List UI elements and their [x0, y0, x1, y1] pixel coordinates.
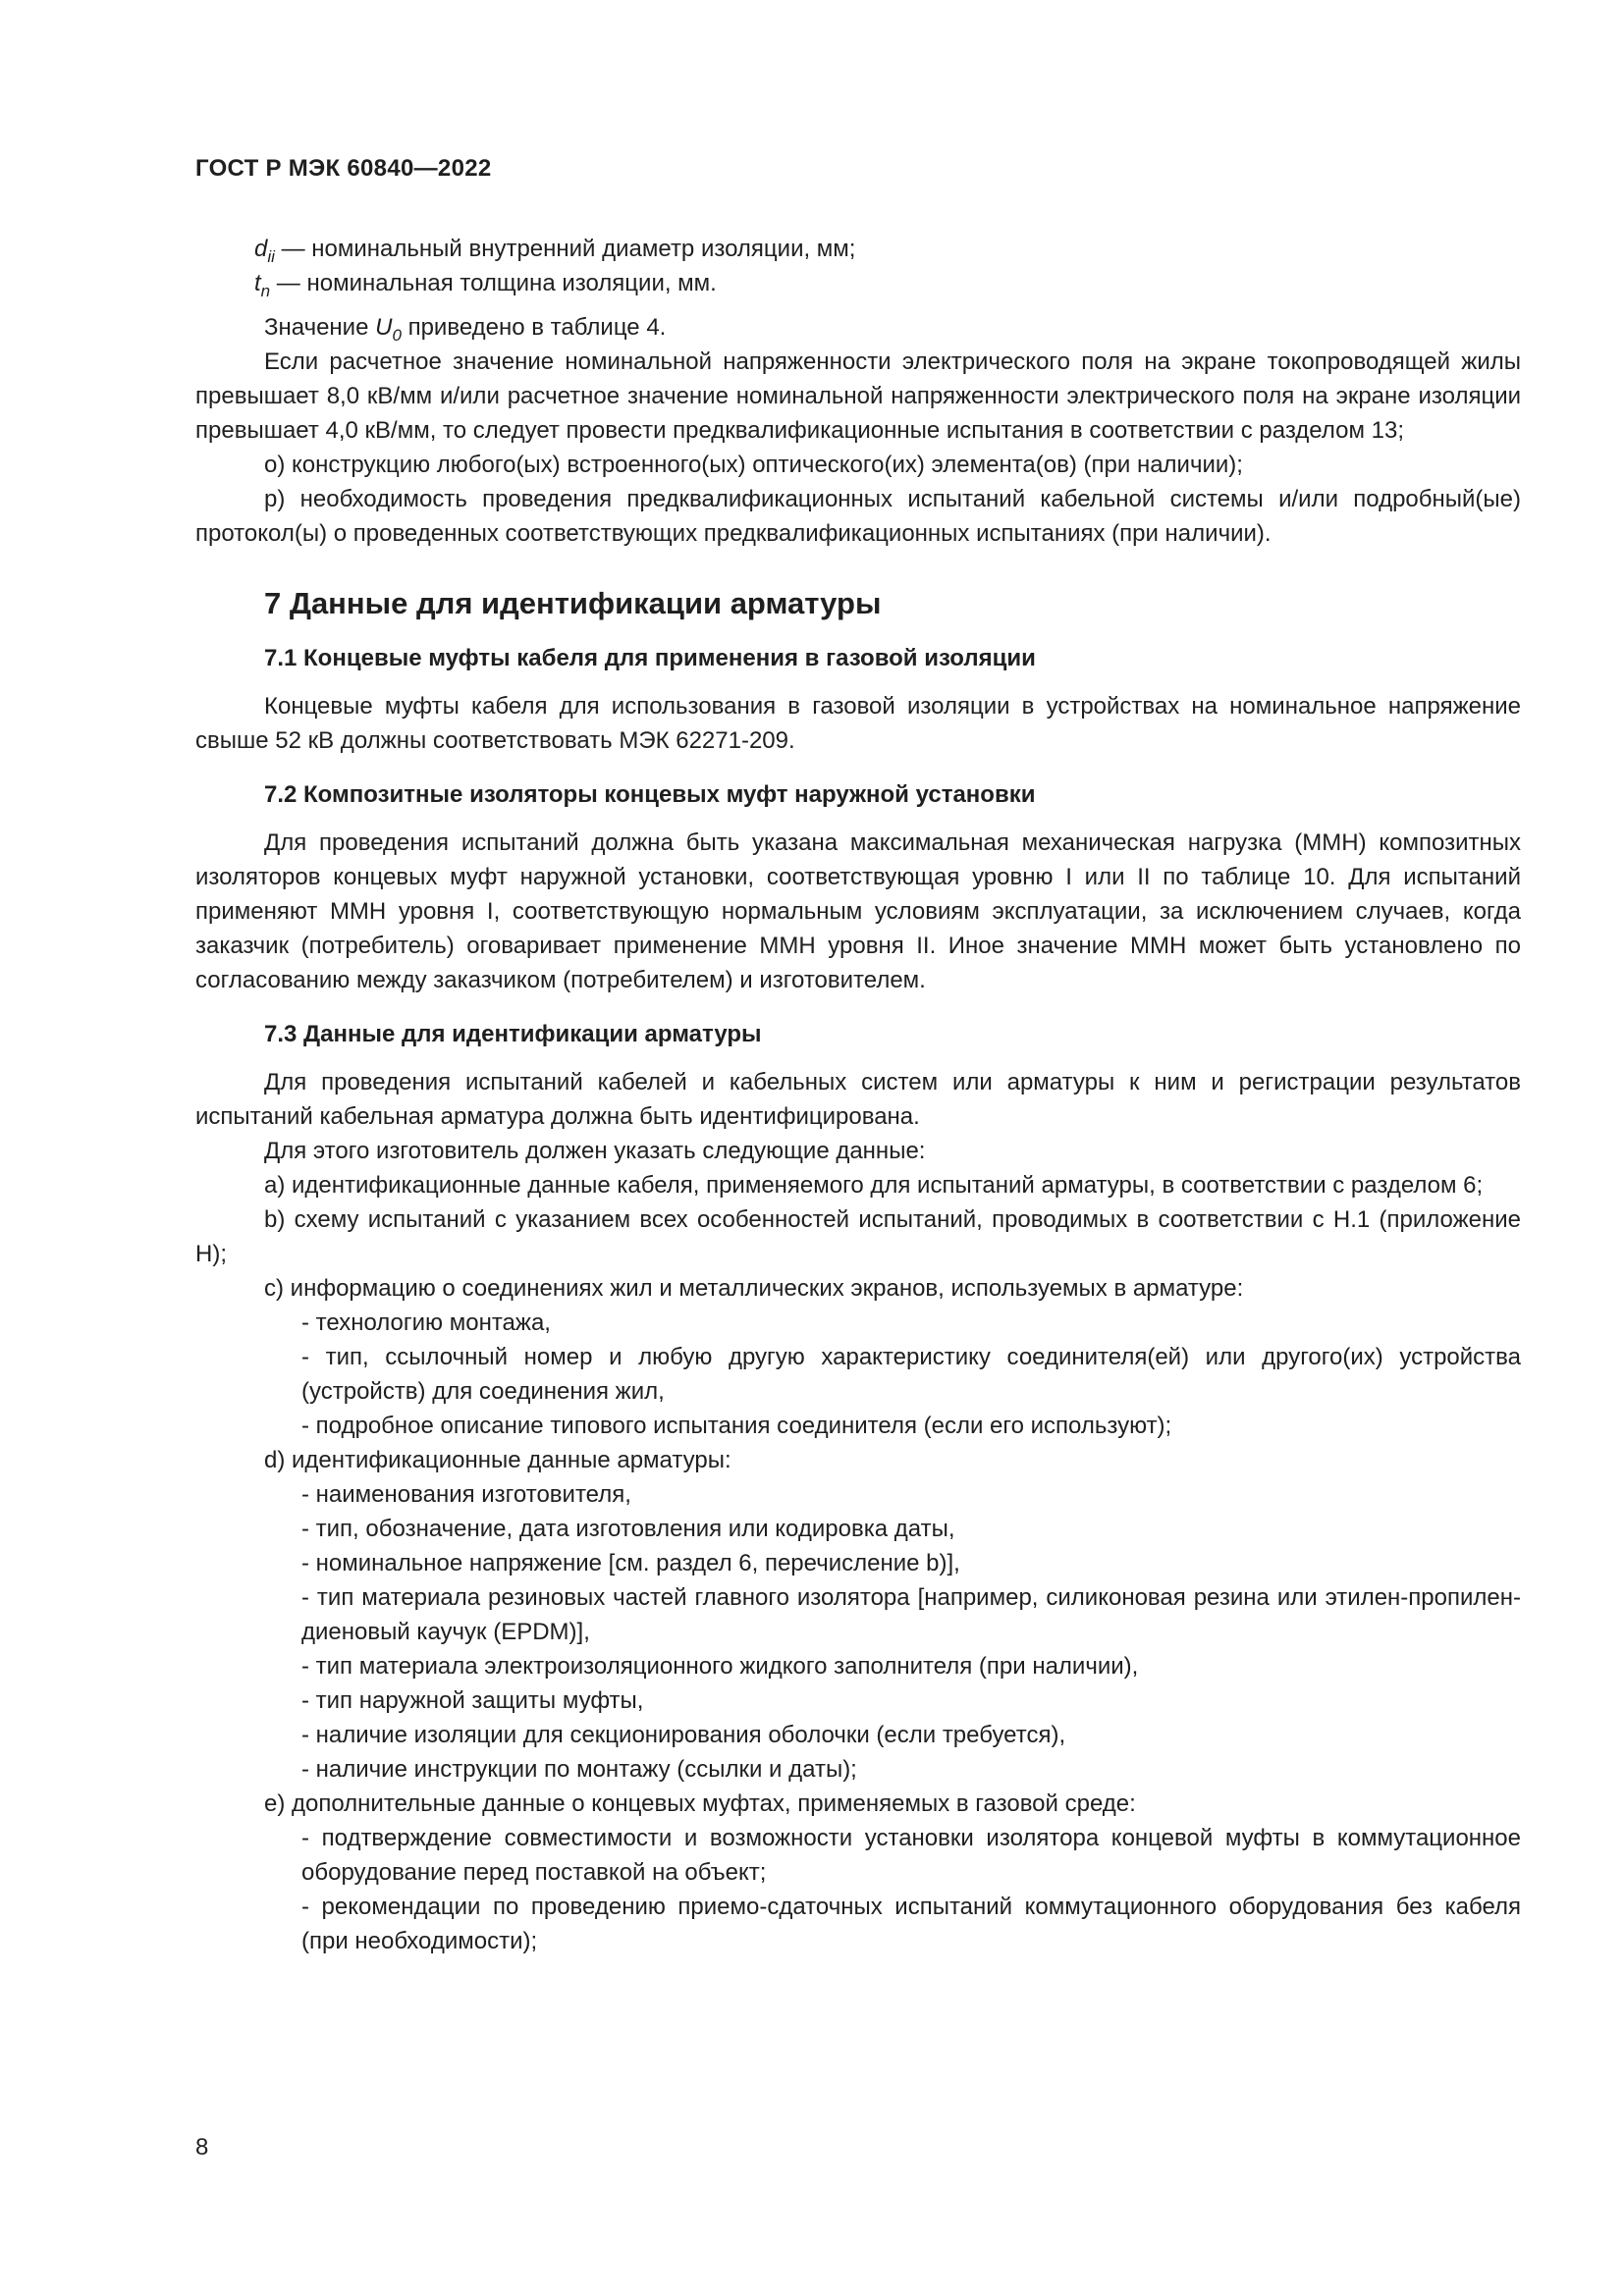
list-item-o: o) конструкцию любого(ых) встроенного(ых) оптического(их) элемента(ов) (при наличии); — [264, 452, 1243, 478]
sub-item-d-2: - тип, обозначение, дата изготовления или кодировка даты, — [301, 1516, 955, 1542]
list-item-e: e) дополнительные данные о концевых муфтах, применяемых в газовой среде: — [264, 1790, 1136, 1817]
sub-item-e-1: - подтверждение совместимости и возможности установки изолятора концевой муфты в коммутационное оборудование перед поставкой на объект; — [301, 1825, 1521, 1886]
sub-item-c-3: - подробное описание типового испытания соединителя (если его используют); — [301, 1413, 1172, 1439]
page-number: 8 — [195, 2134, 209, 2161]
sub-item-e-2: - рекомендации по проведению приемо-сдаточных испытаний коммутационного оборудования без кабеля (при необходимости); — [301, 1894, 1521, 1954]
list-item-a: a) идентификационные данные кабеля, применяемого для испытаний арматуры, в соответствии с разделом 6; — [264, 1172, 1484, 1199]
field-strength-paragraph: Если расчетное значение номинальной напряженности электрического поля на экране токопроводящей жилы превышает 8,0 кВ/мм и/или расчетное значение номинальной напряженности электрического поля на экране изоляции превышает 4,0 кВ/мм, то следует провести предквалификационные испытания в соответствии с разделом 13; — [195, 348, 1521, 444]
section-7-3-text-2: Для этого изготовитель должен указать следующие данные: — [264, 1138, 926, 1164]
section-7-1-heading: 7.1 Концевые муфты кабеля для применения в газовой изоляции — [264, 645, 1036, 671]
document-header-code: ГОСТ Р МЭК 60840—2022 — [195, 155, 492, 182]
u0-note: Значение $U_0$ приведено в таблице 4. — [264, 314, 667, 345]
page-content — [195, 232, 1521, 1958]
section-7-2-text: Для проведения испытаний должна быть указана максимальная механическая нагрузка (ММН) композитных изоляторов концевых муфт наружной установки, соответствующая уровню I или II по таблице 10. Для испытаний применяют ММН уровня I, соответствующую нормальным условиям эксплуатации, за исключением случаев, когда заказчик (потребитель) оговаривает применение ММН уровня II. Иное значение ММН может быть установлено по согласованию между заказчиком (потребителем) и изготовителем. — [195, 829, 1521, 993]
list-item-d: d) идентификационные данные арматуры: — [264, 1447, 731, 1473]
sub-item-d-7: - наличие изоляции для секционирования оболочки (если требуется), — [301, 1722, 1066, 1748]
sub-item-d-5: - тип материала электроизоляционного жидкого заполнителя (при наличии), — [301, 1653, 1139, 1680]
section-7-1-text: Концевые муфты кабеля для использования в газовой изоляции в устройствах на номинальное напряжение свыше 52 кВ должны соответствовать МЭК 62271-209. — [195, 693, 1521, 754]
section-7-2-heading: 7.2 Композитные изоляторы концевых муфт наружной установки — [264, 781, 1036, 808]
definition-tn: $t_n$ — номинальная толщина изоляции, мм. — [254, 270, 717, 300]
sub-item-d-3: - номинальное напряжение [см. раздел 6, перечисление b)], — [301, 1550, 960, 1576]
list-item-p: p) необходимость проведения предквалификационных испытаний кабельной системы и/или подробный(ые) протокол(ы) о проведенных соответствующих предквалификационных испытаниях (при наличии). — [195, 486, 1521, 547]
list-item-b: b) схему испытаний с указанием всех особенностей испытаний, проводимых в соответствии с H.1 (приложение H); — [195, 1206, 1521, 1267]
sub-item-c-1: - технологию монтажа, — [301, 1309, 551, 1336]
definition-dii: $d_{ii}$ — номинальный внутренний диаметр изоляции, мм; — [254, 236, 856, 266]
sub-item-d-1: - наименования изготовителя, — [301, 1481, 631, 1508]
sub-item-c-2: - тип, ссылочный номер и любую другую характеристику соединителя(ей) или другого(их) устройства (устройств) для соединения жил, — [301, 1344, 1521, 1405]
list-item-c: c) информацию о соединениях жил и металлических экранов, используемых в арматуре: — [264, 1275, 1244, 1302]
section-7-3-heading: 7.3 Данные для идентификации арматуры — [264, 1021, 762, 1047]
definitions-list — [195, 232, 1521, 300]
section-7-3-text-1: Для проведения испытаний кабелей и кабельных систем или арматуры к ним и регистрации результатов испытаний кабельная арматура должна быть идентифицирована. — [195, 1069, 1521, 1130]
sub-item-d-6: - тип наружной защиты муфты, — [301, 1687, 644, 1714]
section-7-heading: 7 Данные для идентификации арматуры — [264, 586, 882, 620]
sub-item-d-8: - наличие инструкции по монтажу (ссылки и даты); — [301, 1756, 857, 1783]
sub-item-d-4: - тип материала резиновых частей главного изолятора [например, силиконовая резина или этилен-пропилен-диеновый каучук (EPDM)], — [301, 1584, 1521, 1645]
